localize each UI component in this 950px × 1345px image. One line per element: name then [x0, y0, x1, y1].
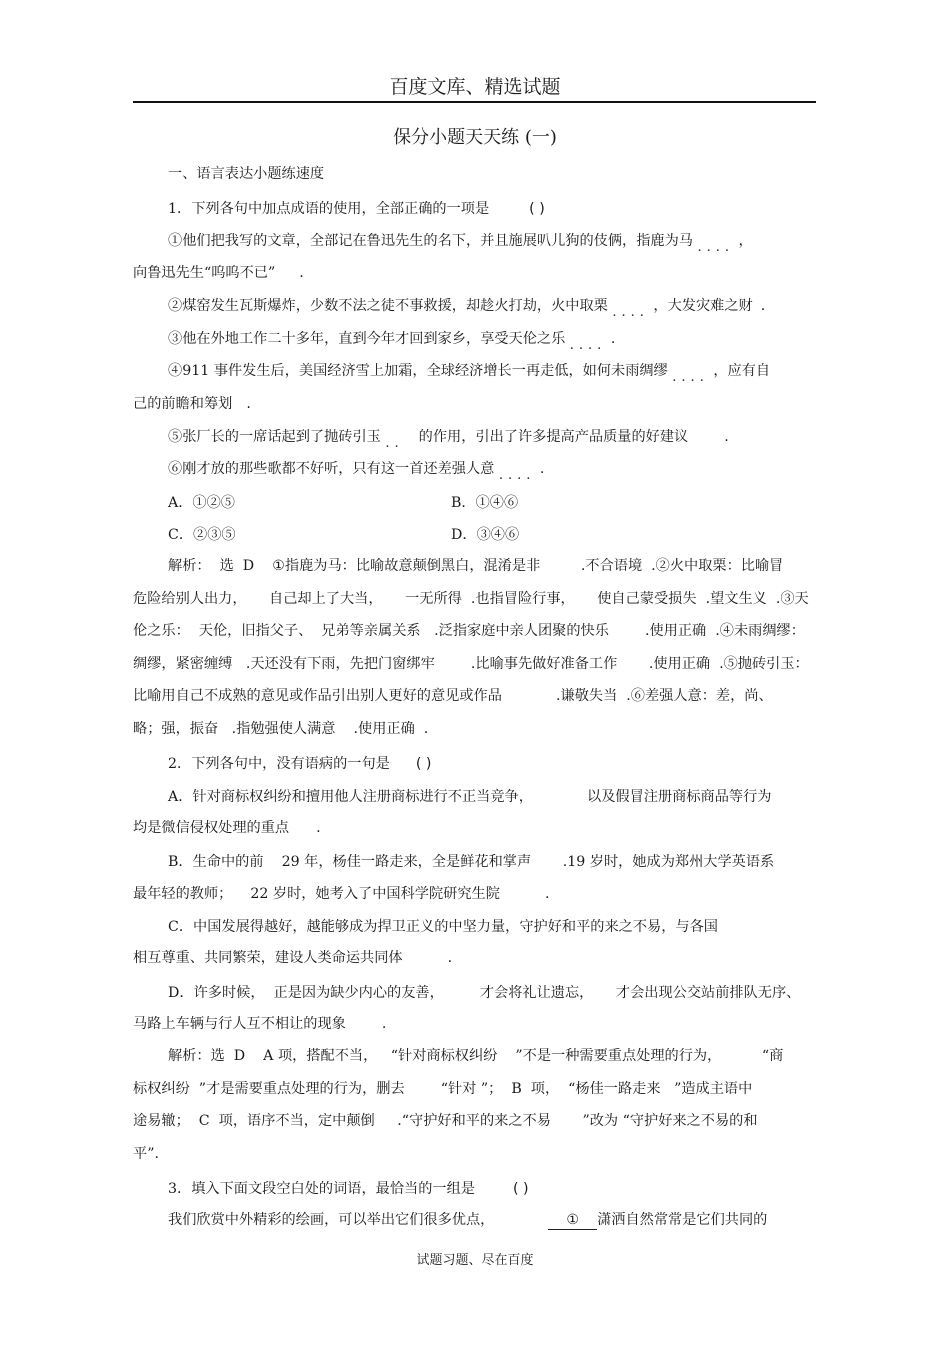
sentence-text: ⑤张厂长的一席话起到了抛砖引玉: [168, 429, 381, 445]
answer-bracket: ( ): [529, 201, 545, 217]
q1-sentence-4-cont: [133, 395, 251, 413]
q1-sentence-1: [168, 232, 753, 255]
q2-option-b-line-1: B．生命中的前 29 年，杨佳一路走来，全是鲜花和掌声 .19 岁时，她成为郑州大学英语系: [168, 854, 775, 870]
q2-analysis-line-2: 标权纠纷 ”才是需要重点处理的行为，删去 “针对 ”； B 项， “杨佳一路走来 ”造成主语中: [133, 1081, 753, 1097]
q2-option-a-line-2: 均是微信侵权处理的重点 .: [133, 820, 321, 836]
q1-analysis-line-2: 危险给别人出力， 自己却上了大当， 一无所得 .也指冒险行事， 使自己蒙受损失 .望文生义 .③天: [133, 591, 809, 607]
q2-option-c-line-2: 相互尊重、共同繁荣，建设人类命运共同体 .: [133, 950, 453, 966]
q1-analysis-line-3: 伦之乐： 天伦，旧指父子、 兄弟等亲属关系 .泛指家庭中亲人团聚的快乐 .使用正确 .④未雨绸缪：: [133, 623, 805, 639]
emphasis-dots: ....: [569, 338, 607, 353]
sentence-text: ④911 事件发生后，美国经济雪上加霜，全球经济增长一再走低，如何未雨绸缪: [168, 363, 668, 379]
q2-option-d-line-1: D．许多时候， 正是因为缺少内心的友善， 才会将礼让遗忘， 才会出现公交站前排队无序、: [168, 985, 801, 1001]
q1-analysis-line-5: 比喻用自己不成熟的意见或作品引出别人更好的意见或作品 .谦敬失当 .⑥差强人意：差，尚、: [133, 688, 773, 704]
question-1-stem: [168, 200, 545, 218]
sentence-text: 向鲁迅先生“呜呜不已”: [133, 265, 276, 281]
question-3-text: 3．填入下面文段空白处的词语，最恰当的一组是: [168, 1181, 475, 1197]
q1-sentence-6: [168, 460, 545, 483]
sentence-end: ，: [738, 233, 753, 249]
question-1-text: 1．下列各句中加点成语的使用，全部正确的一项是: [168, 201, 490, 217]
q1-option-a: A．①②⑤: [168, 495, 235, 511]
answer-bracket: ( ): [512, 1181, 529, 1197]
q1-sentence-5: [168, 428, 729, 451]
answer-bracket: ( ): [415, 756, 432, 772]
q1-option-c: C．②③⑤: [168, 527, 236, 543]
question-2-text: 2．下列各句中，没有语病的一句是: [168, 756, 390, 772]
sentence-end: .: [610, 331, 616, 347]
q1-sentence-1-cont: [133, 264, 304, 282]
emphasis-dots: ....: [498, 468, 536, 483]
sentence-text: 己的前瞻和筹划: [133, 396, 233, 412]
q1-sentence-3: [168, 330, 616, 353]
q1-sentence-4: [168, 362, 771, 385]
passage-text: 我们欣赏中外精彩的绘画，可以举出它们很多优点，: [168, 1212, 495, 1228]
sentence-text-2: 的作用，引出了许多提高产品质量的好建议: [418, 429, 689, 445]
sentence-end: .: [299, 265, 304, 281]
sentence-end: .: [724, 429, 729, 445]
q1-option-d: D．③④⑥: [451, 527, 520, 543]
sentence-end: .: [246, 396, 251, 412]
document-title: 保分小题天天练 (一): [393, 127, 557, 148]
sentence-end: .: [539, 461, 545, 477]
q2-option-a-line-1: A．针对商标权纠纷和擅用他人注册商标进行不正当竞争， 以及假冒注册商标商品等行为: [168, 789, 772, 805]
emphasis-dots: ....: [612, 305, 649, 320]
q3-passage-line-1: [168, 1211, 767, 1230]
emphasis-dots: ....: [697, 240, 734, 255]
q2-option-b-line-2: 最年轻的教师； 22 岁时，她考入了中国科学院研究生院 .: [133, 886, 550, 902]
q2-analysis-line-4: 平”.: [133, 1146, 159, 1162]
sentence-end: ，应有自: [713, 363, 771, 379]
q2-analysis-line-3: 途易辙； C 项，语序不当，定中颠倒 .“守护好和平的来之不易 ”改为 “守护好来之不易的和: [133, 1113, 758, 1129]
header-title: 百度文库、精选试题: [389, 76, 561, 98]
q1-analysis-line-1: 解析： 选 D ①指鹿为马：比喻故意颠倒黑白，混淆是非 .不合语境 .②火中取栗：比喻冒: [168, 558, 784, 574]
q2-option-d-line-2: 马路上车辆与行人互不相让的现象 .: [133, 1016, 387, 1032]
sentence-text: ①他们把我写的文章，全部记在鲁迅先生的名下，并且施展叭儿狗的伎俩，指鹿为马: [168, 233, 693, 249]
question-2-stem: [168, 755, 431, 773]
sentence-text: ②煤窑发生瓦斯爆炸，少数不法之徒不事救援，却趁火打劫，火中取栗: [168, 298, 608, 314]
q1-analysis-line-6: 略；强，振奋 .指勉强使人满意 .使用正确 .: [133, 721, 429, 737]
passage-text-end: 潇洒自然常常是它们共同的: [597, 1212, 768, 1228]
header-divider: [133, 101, 816, 103]
q2-option-c-line-1: C．中国发展得越好，越能够成为捍卫正义的中坚力量，守护好和平的来之不易，与各国: [168, 919, 718, 935]
emphasis-dots: ..: [385, 436, 404, 451]
fill-blank-1: ①: [548, 1211, 597, 1230]
sentence-period: .: [760, 298, 766, 314]
q2-analysis-line-1: 解析：选 D A 项，搭配不当， “针对商标权纠纷 ”不是一种需要重点处理的行为， “商: [168, 1048, 784, 1064]
emphasis-dots: ....: [672, 370, 709, 385]
q1-sentence-2: [168, 297, 766, 320]
sentence-text: ③他在外地工作二十多年，直到今年才回到家乡，享受天伦之乐: [168, 331, 566, 347]
sentence-end: ，大发灾难之财: [653, 298, 753, 314]
q1-analysis-line-4: 绸缪，紧密缠缚 .天还没有下雨，先把门窗绑牢 .比喻事先做好准备工作 .使用正确 .⑤抛砖引玉：: [133, 656, 809, 672]
sentence-text: ⑥刚才放的那些歌都不好听，只有这一首还差强人意: [168, 461, 495, 477]
question-3-stem: [168, 1180, 529, 1198]
section-heading: 一、语言表达小题练速度: [168, 166, 325, 182]
q1-option-b: B．①④⑥: [451, 495, 519, 511]
page-footer: 试题习题、尽在百度: [416, 1253, 534, 1268]
